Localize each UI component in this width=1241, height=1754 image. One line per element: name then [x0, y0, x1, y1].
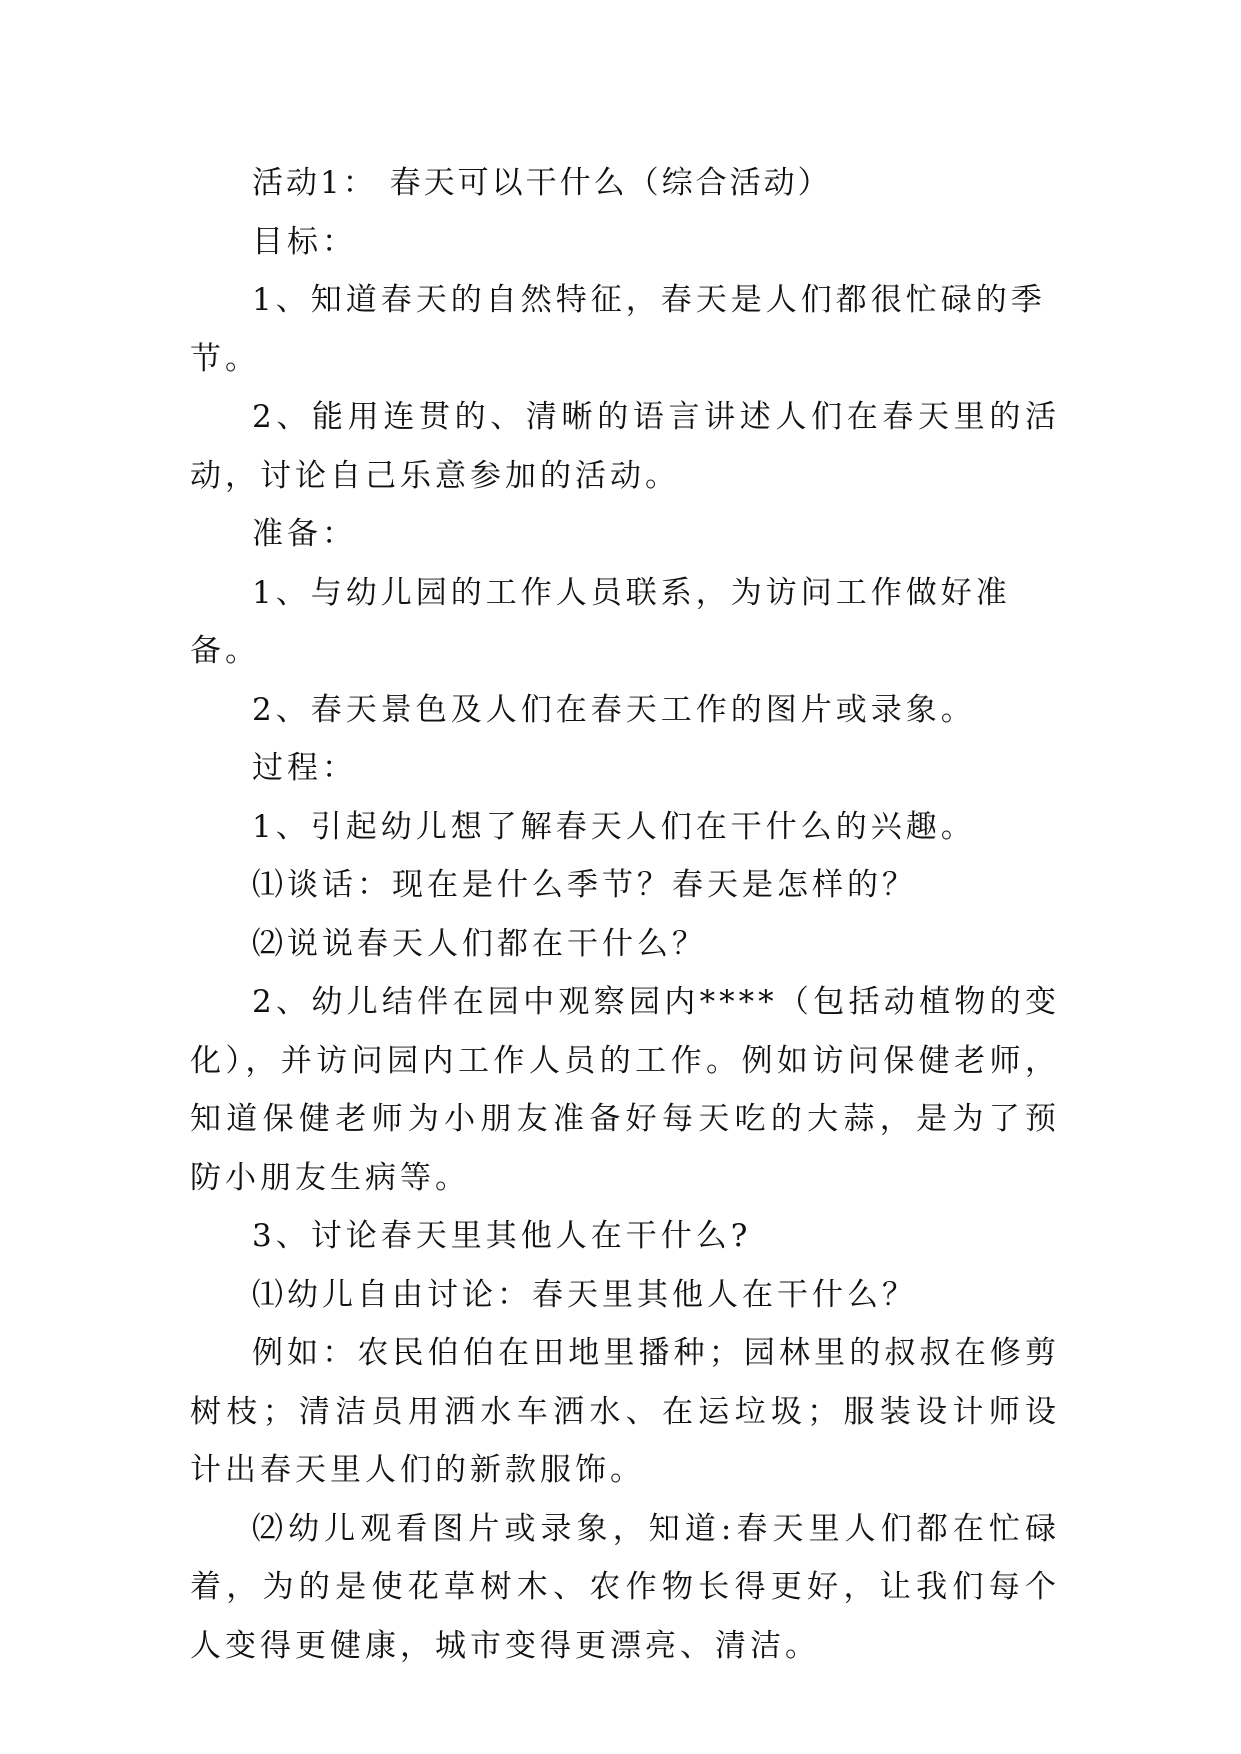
preparation-item-2: 2、春天景色及人们在春天工作的图片或录象。 — [252, 691, 976, 728]
activity-title: 活动1： 春天可以干什么（综合活动） — [252, 165, 832, 201]
process-step-1-sub-1: ⑴谈话：现在是什么季节？春天是怎样的？ — [252, 867, 917, 903]
document-body — [190, 154, 1060, 1675]
process-step-1-sub-2: ⑵说说春天人们都在干什么？ — [252, 925, 707, 962]
example-paragraph: 例如：农民伯伯在田地里播种；园林里的叔叔在修剪树枝；清洁员用洒水车洒水、在运垃圾；服装设计师设计出春天里人们的新款服饰。 — [190, 1335, 1060, 1488]
process-step-2: 2、幼儿结伴在园中观察园内****（包括动植物的变化），并访问园内工作人员的工作。例如访问保健老师，知道保健老师为小朋友准备好每天吃的大蒜，是为了预防小朋友生病等。 — [190, 984, 1060, 1196]
process-step-3-sub-1: ⑴幼儿自由讨论：春天里其他人在干什么？ — [252, 1276, 917, 1313]
goal-item-2: 2、能用连贯的、清晰的语言讲述人们在春天里的活动，讨论自己乐意参加的活动。 — [190, 399, 1060, 494]
process-step-3-sub-2: ⑵幼儿观看图片或录象，知道:春天里人们都在忙碌着，为的是使花草树木、农作物长得更好，让我们每个人变得更健康，城市变得更漂亮、清洁。 — [190, 1510, 1060, 1664]
section-heading-process: 过程： — [252, 750, 357, 786]
section-heading-goals: 目标： — [252, 223, 357, 260]
section-heading-preparation: 准备： — [252, 516, 357, 552]
goal-item-1: 1、知道春天的自然特征，春天是人们都很忙碌的季节。 — [190, 282, 1046, 377]
process-step-1: 1、引起幼儿想了解春天人们在干什么的兴趣。 — [252, 808, 976, 845]
process-step-3: 3、讨论春天里其他人在干什么? — [252, 1218, 752, 1254]
preparation-item-1: 1、与幼儿园的工作人员联系，为访问工作做好准备。 — [190, 574, 1011, 669]
